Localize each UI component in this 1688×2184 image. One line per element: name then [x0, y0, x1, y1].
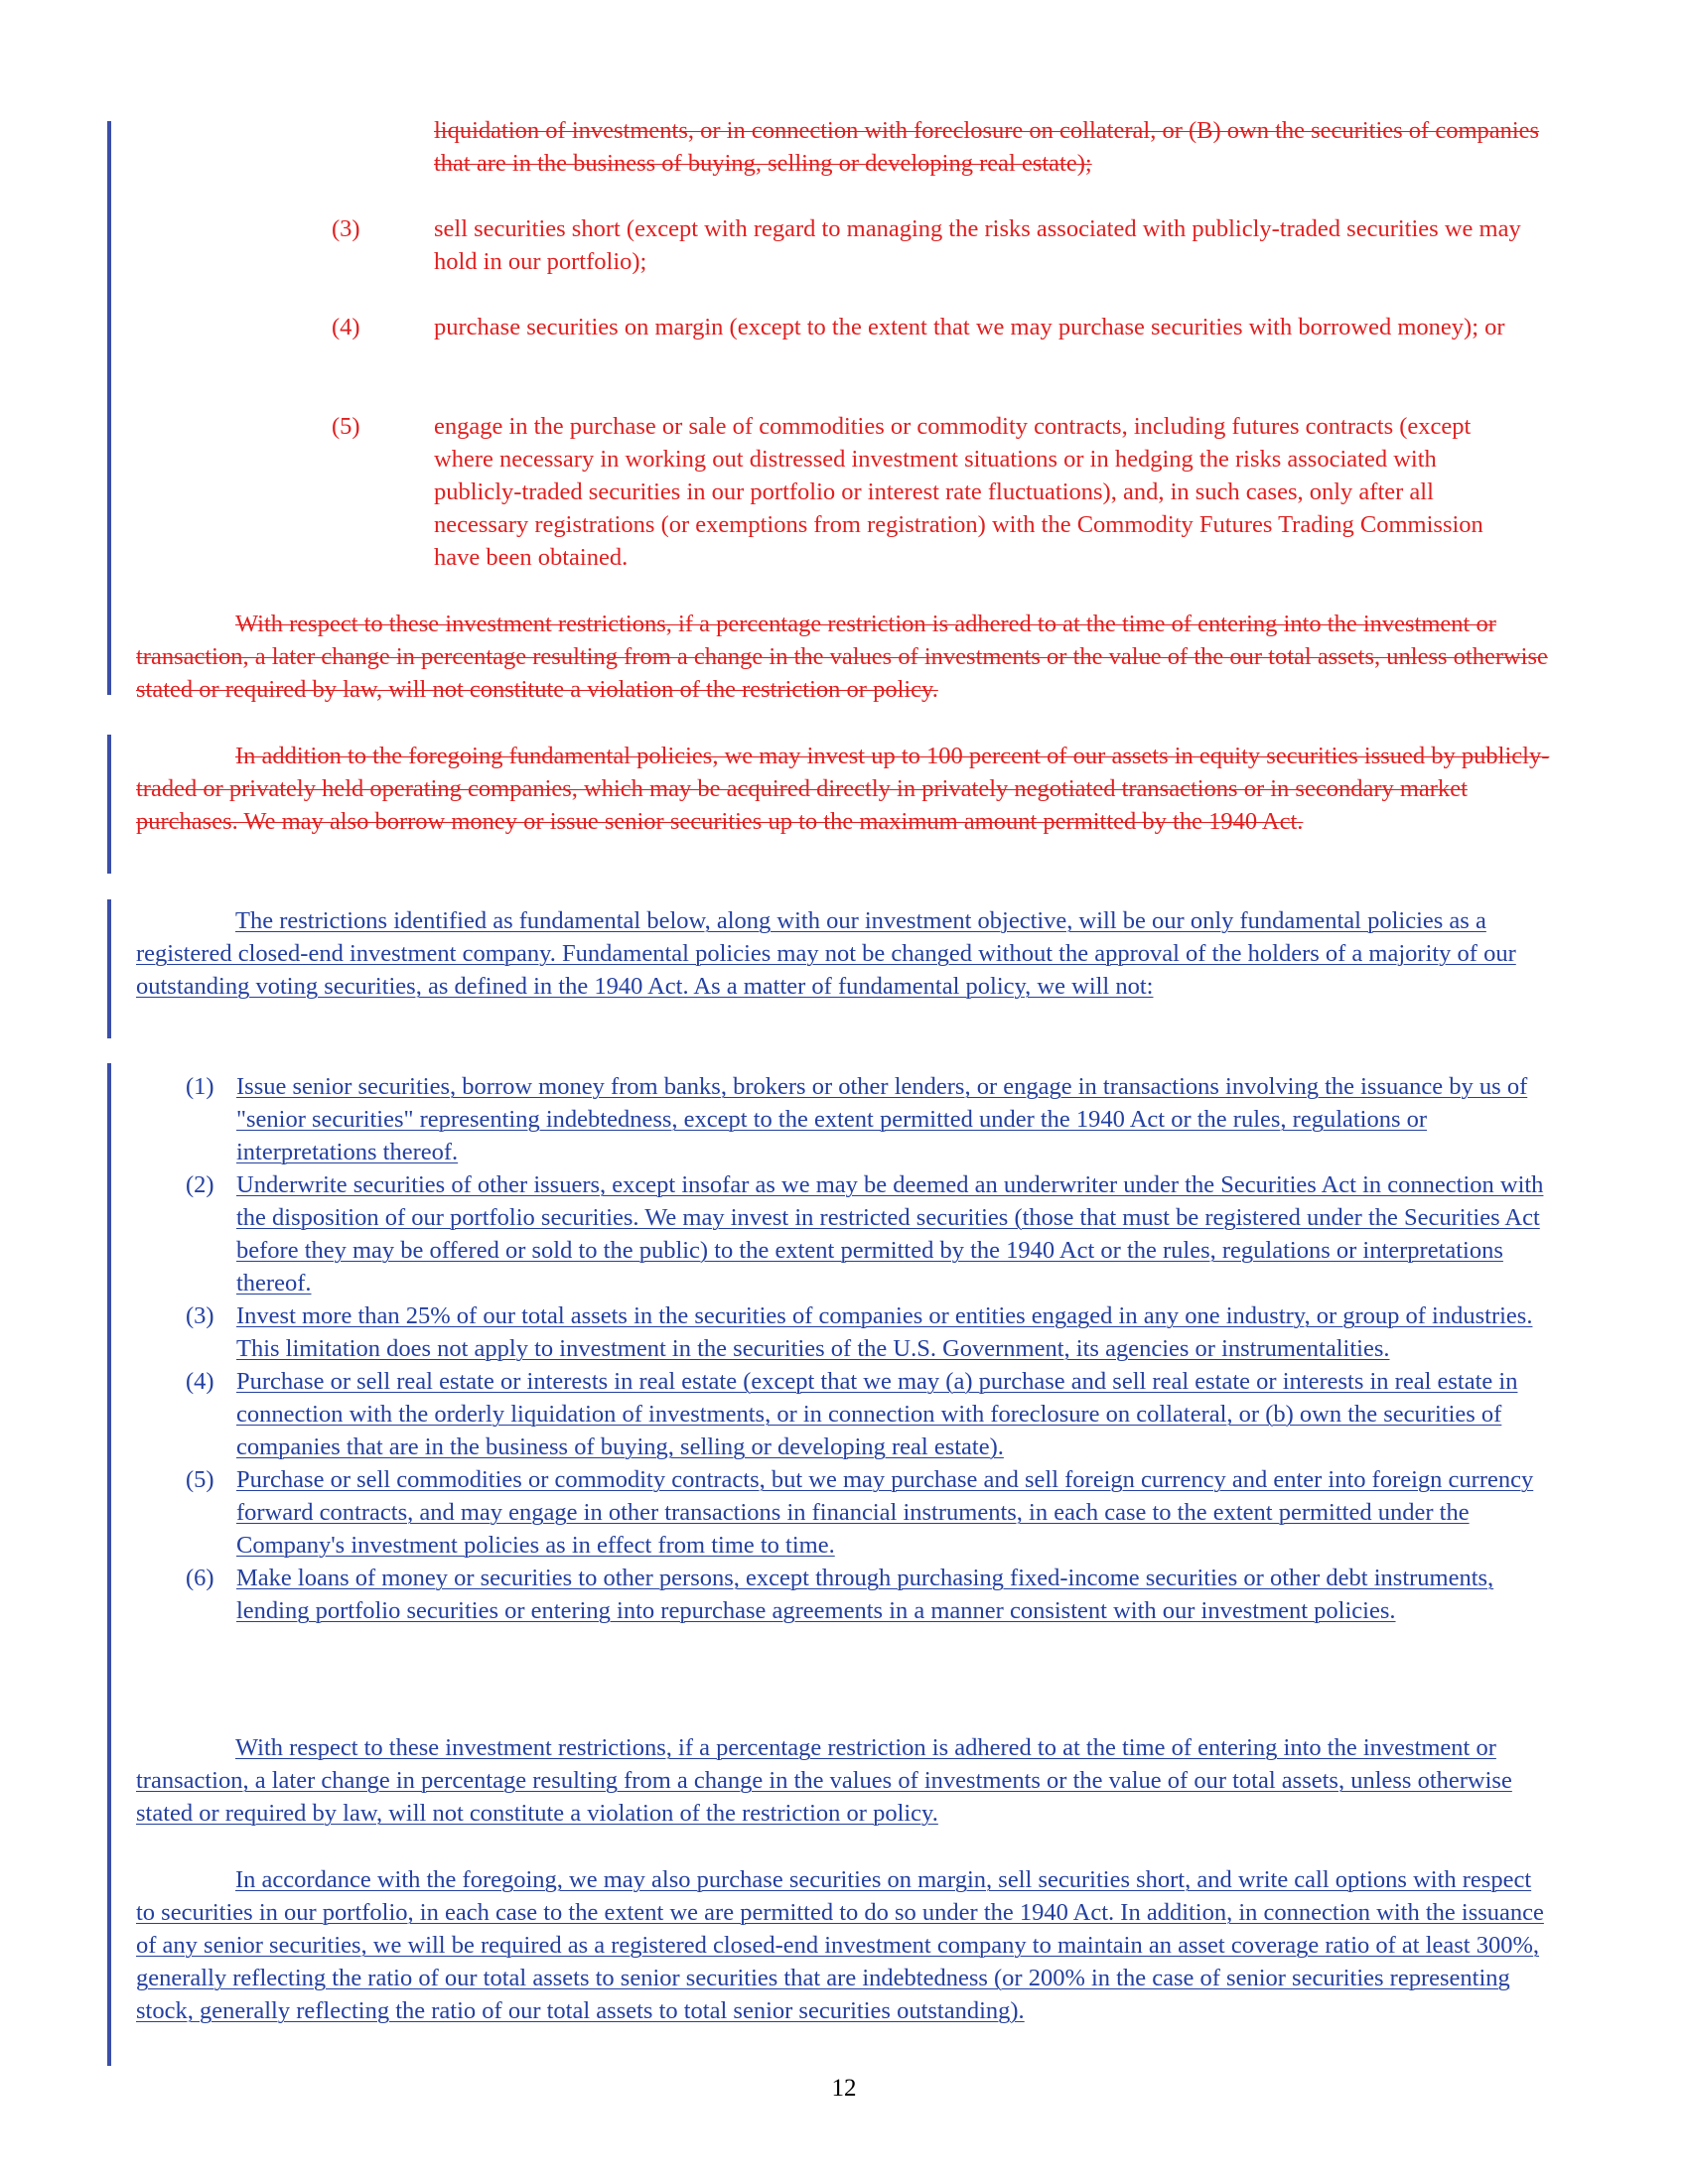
inserted-paragraph-text: With respect to these investment restrictions, if a percentage restriction is adhered to at the time of entering into the investment or transaction, a later change in percentage resulting from a change in the values of investments or the value of our total assets, unless otherwise stated or required by law, will not constitute a violation of the restriction or policy. — [136, 1734, 1512, 1827]
revision-bar — [107, 899, 111, 1038]
list-item-text: Purchase or sell real estate or interests in real estate (except that we may (a) purchase and sell real estate or interests in real estate in connection with the orderly liquidation of investments, or in connection with foreclosure on collateral, or (b) own the securities of companies that are in the business of buying, selling or developing real estate). — [236, 1368, 1518, 1460]
list-item-number: (4) — [186, 1368, 214, 1395]
list-item — [186, 1365, 1566, 1463]
inserted-intro-text: The restrictions identified as fundamental below, along with our investment objective, will be our only fundamental policies as a registered closed-end investment company. Fundamental policies may not be changed without the approval of the holders of a majority of our outstanding voting securities, as defined in the 1940 Act. As a matter of fundamental policy, we will not: — [136, 907, 1516, 1000]
list-item-text: Make loans of money or securities to other persons, except through purchasing fixed-income securities or other debt instruments, lending portfolio securities or entering into repurchase agreements in a manner consistent with our investment policies. — [236, 1565, 1494, 1624]
deleted-item-text: sell securities short (except with regard to managing the risks associated with publicly-traded securities we may hold in our portfolio); — [434, 215, 1521, 275]
list-item-text: Purchase or sell commodities or commodity contracts, but we may purchase and sell foreign currency and enter into foreign currency forward contracts, and may engage in other transactions in financial instruments, in each case to the extent permitted under the Company's investment policies as in effect from time to time. — [236, 1466, 1534, 1559]
deleted-paragraph — [136, 740, 1556, 838]
deleted-paragraph-text: With respect to these investment restrictions, if a percentage restriction is adhered to at the time of entering into the investment or transaction, a later change in percentage resulting from a change in the values of investments or the value of the our total assets, unless otherwise stated or required by law, will not constitute a violation of the restriction or policy. — [136, 611, 1548, 703]
list-item — [186, 1562, 1566, 1627]
revision-bar — [107, 735, 111, 874]
list-item-text: Invest more than 25% of our total assets in the securities of companies or entities engaged in any one industry, or group of industries. This limitation does not apply to investment in the securities of the U.S. Government, its agencies or instrumentalities. — [236, 1302, 1533, 1362]
inserted-intro-paragraph — [136, 904, 1556, 1003]
deleted-item-number: (4) — [332, 314, 360, 341]
list-item-number: (6) — [186, 1565, 214, 1591]
list-item-text: Issue senior securities, borrow money from banks, brokers or other lenders, or engage in transactions involving the issuance by us of "senior securities" representing indebtedness, except to the extent permitted under the 1940 Act or the rules, regulations or interpretations thereof. — [236, 1073, 1528, 1165]
list-item-number: (5) — [186, 1466, 214, 1493]
deleted-continuation: liquidation of investments, or in connection with foreclosure on collateral, or (B) own the securities of companies that are in the business of buying, selling or developing real estate); — [434, 117, 1540, 177]
inserted-paragraph — [136, 1863, 1556, 2027]
deleted-item-text: purchase securities on margin (except to the extent that we may purchase securities with borrowed money); or — [434, 314, 1505, 341]
deleted-item-text: engage in the purchase or sale of commodities or commodity contracts, including futures contracts (except where necessary in working out distressed investment situations or in hedging the risks associated with publicly-traded securities in our portfolio or interest rate fluctuations), and, in such cases, only after all necessary registrations (or exemptions from registration) with the Commodity Futures Trading Commission have been obtained. — [434, 413, 1483, 571]
inserted-paragraph-text: In accordance with the foregoing, we may also purchase securities on margin, sell securities short, and write call options with respect to securities in our portfolio, in each case to the extent we are permitted to do so under the 1940 Act. In addition, in connection with the issuance of any senior securities, we will be required as a registered closed-end investment company to maintain an asset coverage ratio of at least 300%, generally reflecting the ratio of our total assets to senior securities that are indebtedness (or 200% in the case of senior securities representing stock, generally reflecting the ratio of our total assets to total senior securities outstanding). — [136, 1866, 1544, 2024]
list-item-text: Underwrite securities of other issuers, except insofar as we may be deemed an underwriter under the Securities Act in connection with the disposition of our portfolio securities. We may invest in restricted securities (those that must be registered under the Securities Act before they may be offered or sold to the public) to the extent permitted by the 1940 Act or the rules, regulations or interpretations thereof. — [236, 1171, 1544, 1297]
revision-bar — [107, 1063, 111, 2066]
deleted-item-number: (3) — [332, 215, 360, 242]
list-item — [186, 1299, 1566, 1365]
list-item-number: (3) — [186, 1302, 214, 1329]
inserted-paragraph — [136, 1731, 1556, 1830]
deleted-paragraph-text: In addition to the foregoing fundamental policies, we may invest up to 100 percent of our assets in equity securities issued by publicly-traded or privately held operating companies, which may be acquired directly in privately negotiated transactions or in secondary market purchases. We may also borrow money or issue senior securities up to the maximum amount permitted by the 1940 Act. — [136, 743, 1550, 835]
deleted-item-number: (5) — [332, 413, 360, 440]
list-item — [186, 1168, 1566, 1299]
list-item-number: (1) — [186, 1073, 214, 1100]
list-item — [186, 1070, 1566, 1168]
page-number: 12 — [831, 2075, 857, 2102]
fundamental-policies-list — [186, 1070, 1566, 1627]
revision-bar — [107, 121, 111, 695]
deleted-paragraph — [136, 608, 1556, 706]
list-item-number: (2) — [186, 1171, 214, 1198]
list-item — [186, 1463, 1566, 1562]
